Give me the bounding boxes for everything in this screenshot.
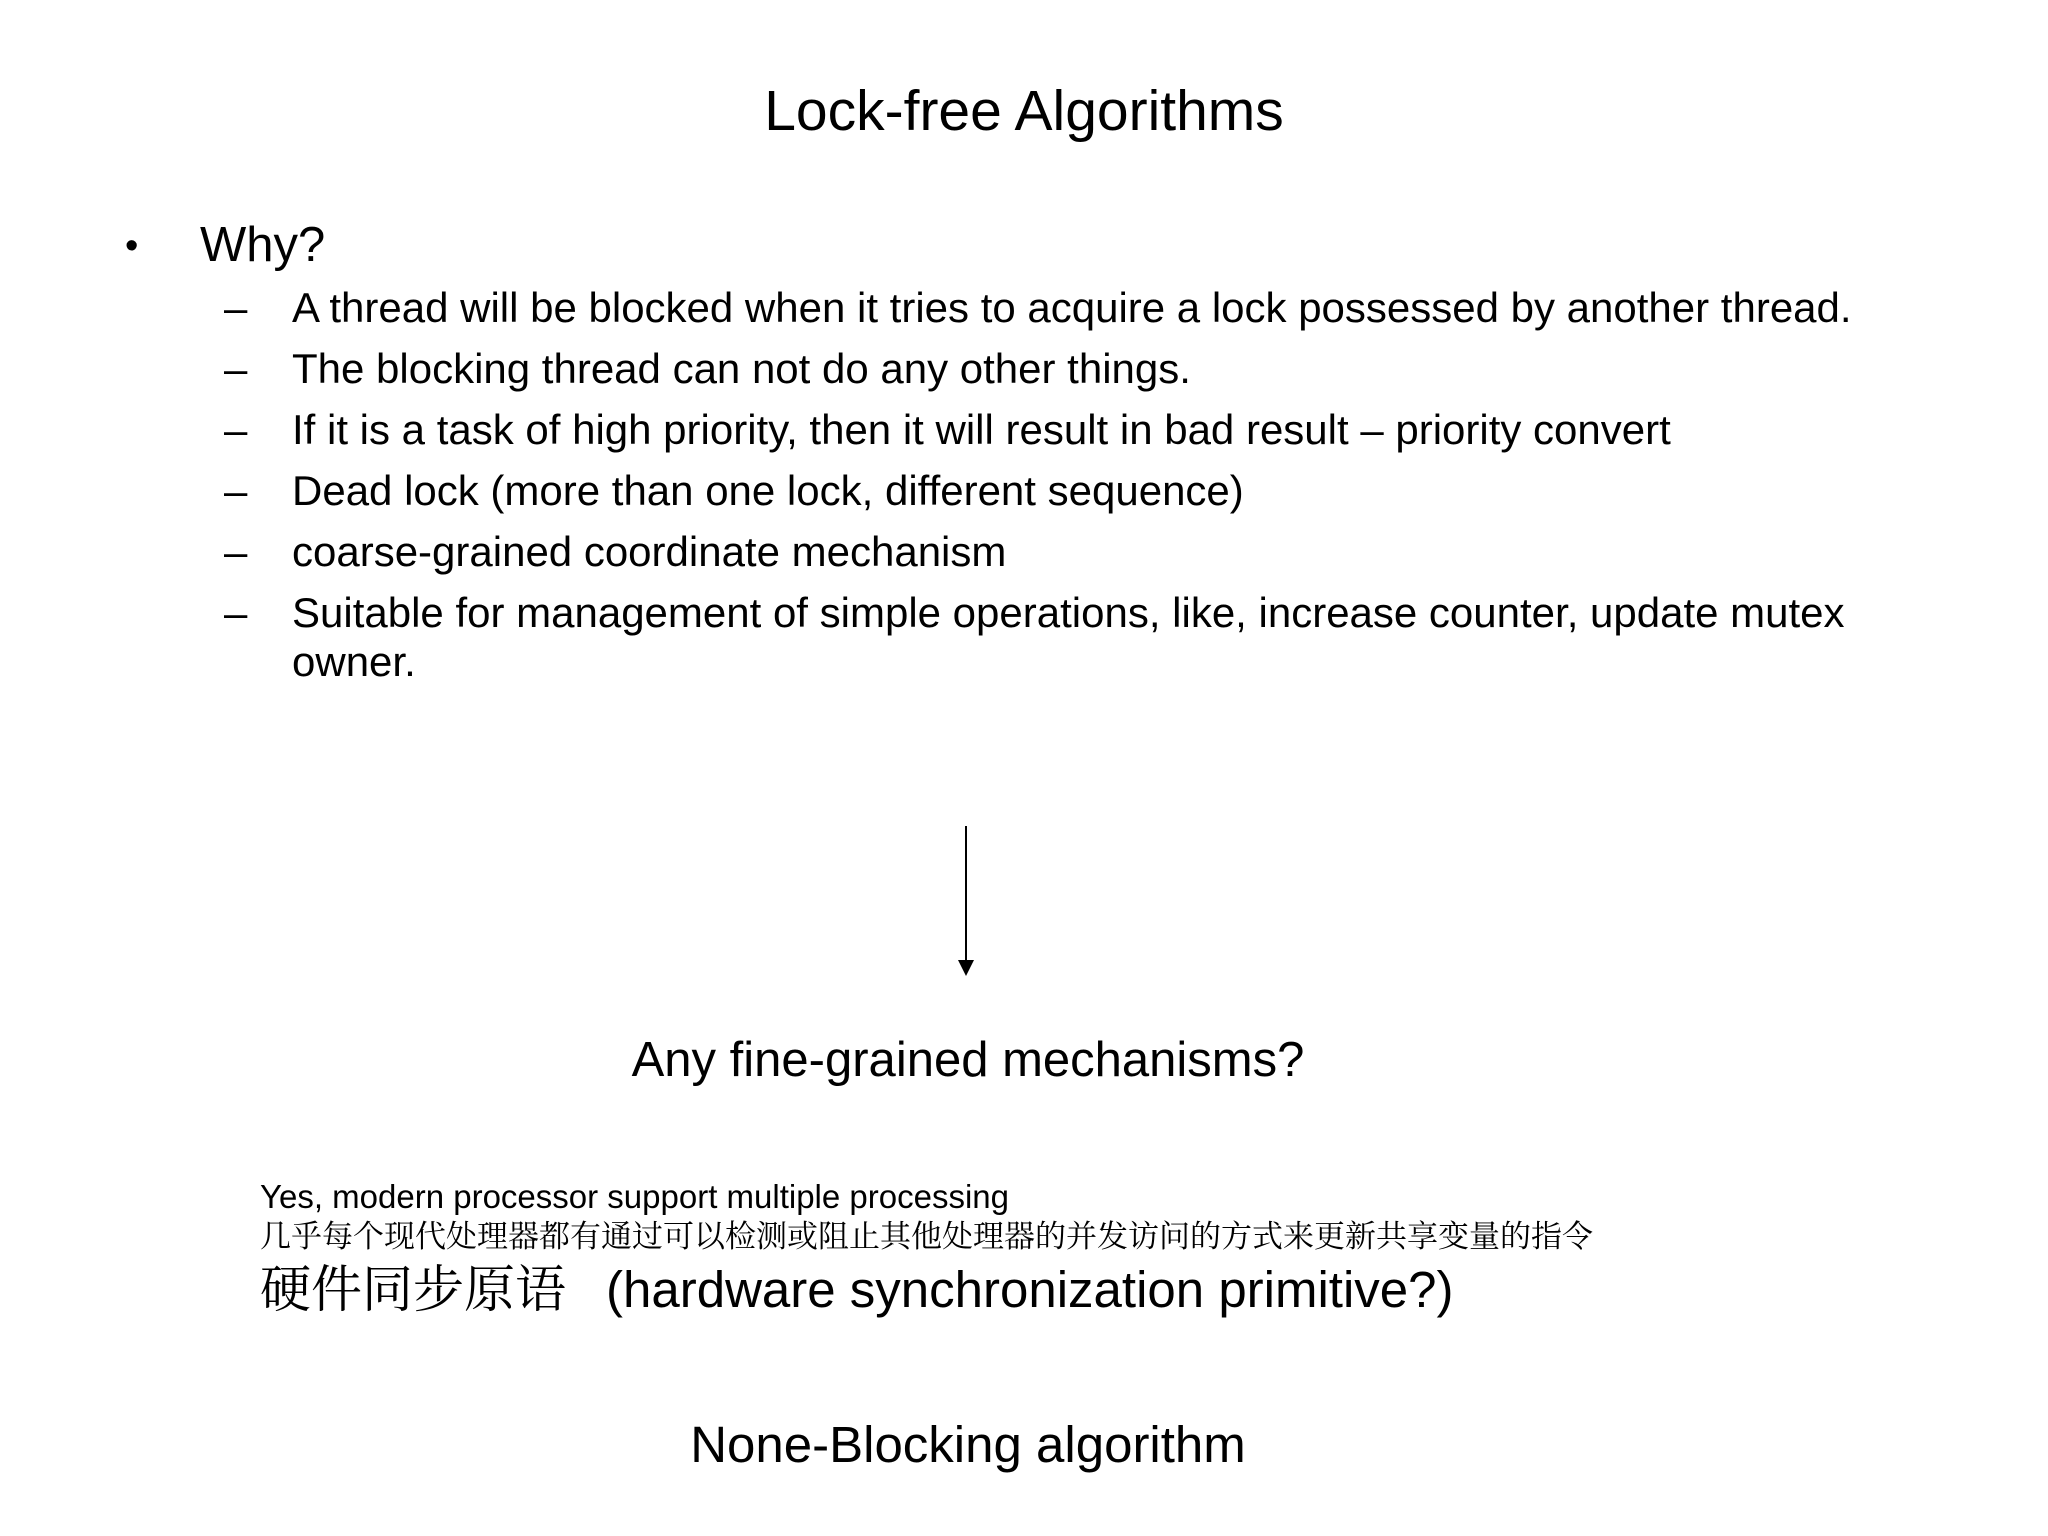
slide-title: Lock-free Algorithms [764,79,1284,143]
list-item-text: Dead lock (more than one lock, different sequence) [292,467,1244,514]
hardware-primitive-line [260,1258,1454,1323]
list-item [224,344,1904,393]
primitive-english: (hardware synchronization primitive?) [606,1261,1454,1318]
dash-marker: – [224,589,248,636]
question-text: Any fine-grained mechanisms? [631,1033,1305,1087]
list-item-text: A thread will be blocked when it tries to acquire a lock possessed by another thread. [292,284,1852,331]
reasons-list [224,283,1904,698]
dash-marker: – [224,345,248,392]
dash-marker: – [224,284,248,331]
list-item [224,588,1904,686]
list-item-text: Suitable for management of simple operations, like, increase counter, update mutex owner. [292,589,1845,685]
bullet-heading: Why? [200,218,326,272]
conclusion-text: None-Blocking algorithm [690,1416,1246,1473]
answer-english: Yes, modern processor support multiple processing [260,1178,1009,1215]
bullet-symbol: • [125,225,139,267]
list-item [224,466,1904,515]
list-item-text: If it is a task of high priority, then it will result in bad result – priority convert [292,406,1671,453]
dash-marker: – [224,406,248,453]
list-item [224,405,1904,454]
dash-marker: – [224,467,248,514]
primitive-chinese: 硬件同步原语 [260,1261,567,1320]
list-item-text: The blocking thread can not do any other things. [292,345,1191,392]
down-arrow-icon [951,826,981,976]
answer-chinese: 几乎每个现代处理器都有通过可以检测或阻止其他处理器的并发访问的方式来更新共享变量的指令 [260,1219,1593,1255]
dash-marker: – [224,528,248,575]
list-item [224,527,1904,576]
list-item-text: coarse-grained coordinate mechanism [292,528,1007,575]
list-item [224,283,1904,332]
